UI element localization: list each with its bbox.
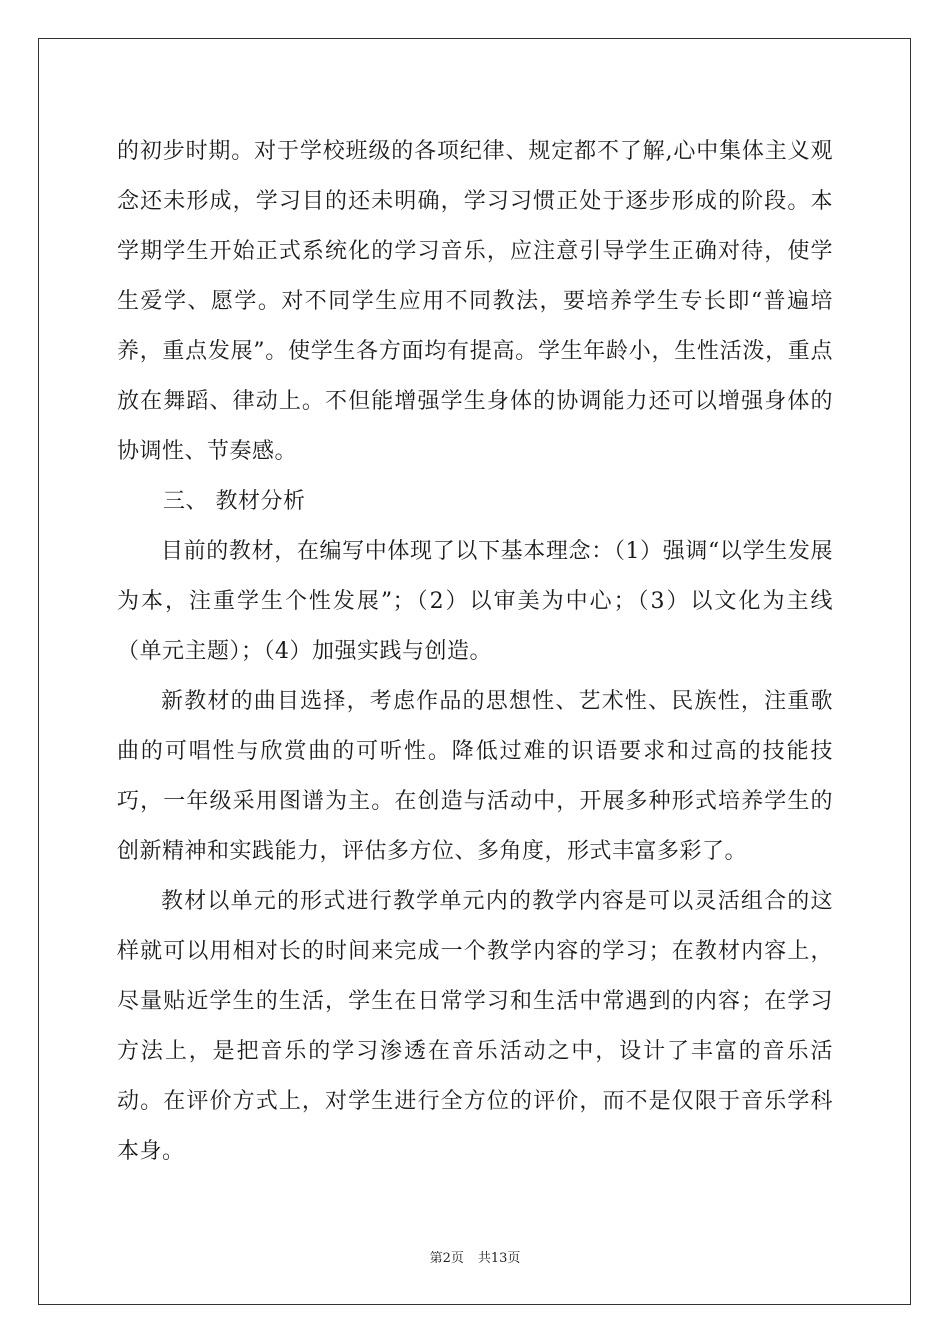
document-body xyxy=(117,127,833,1177)
page-footer xyxy=(0,1247,950,1266)
paragraph: 目前的教材，在编写中体现了以下基本理念：（1）强调“以学生发展为本，注重学生个性发展”；（2）以审美为中心；（3）以文化为主线（单元主题）；（4）加强实践与创造。 xyxy=(117,539,833,664)
page-total: 共13页 xyxy=(477,1251,521,1266)
paragraph: 新教材的曲目选择，考虑作品的思想性、艺术性、民族性，注重歌曲的可唱性与欣赏曲的可听性。降低过难的识语要求和过高的技能技巧，一年级采用图谱为主。在创造与活动中，开展多种形式培养学生的创新精神和实践能力，评估多方位、多角度，形式丰富多彩了。 xyxy=(117,689,833,864)
section-heading: 三、 教材分析 xyxy=(163,489,306,514)
paragraph-continuation: 的初步时期。对于学校班级的各项纪律、规定都不了解,心中集体主义观念还未形成，学习目的还未明确，学习习惯正处于逐步形成的阶段。本学期学生开始正式系统化的学习音乐，应注意引导学生正确对待，使学生爱学、愿学。对不同学生应用不同教法，要培养学生专长即“普遍培养，重点发展”。使学生各方面均有提高。学生年龄小，生性活泼，重点放在舞蹈、律动上。不但能增强学生身体的协调能力还可以增强身体的协调性、节奏感。 xyxy=(117,139,833,464)
page-number: 第2页 xyxy=(429,1251,464,1266)
paragraph: 教材以单元的形式进行教学单元内的教学内容是可以灵活组合的这样就可以用相对长的时间来完成一个教学内容的学习；在教材内容上，尽量贴近学生的生活，学生在日常学习和生活中常遇到的内容；在学习方法上，是把音乐的学习渗透在音乐活动之中，设计了丰富的音乐活动。在评价方式上，对学生进行全方位的评价，而不是仅限于音乐学科本身。 xyxy=(117,889,833,1164)
